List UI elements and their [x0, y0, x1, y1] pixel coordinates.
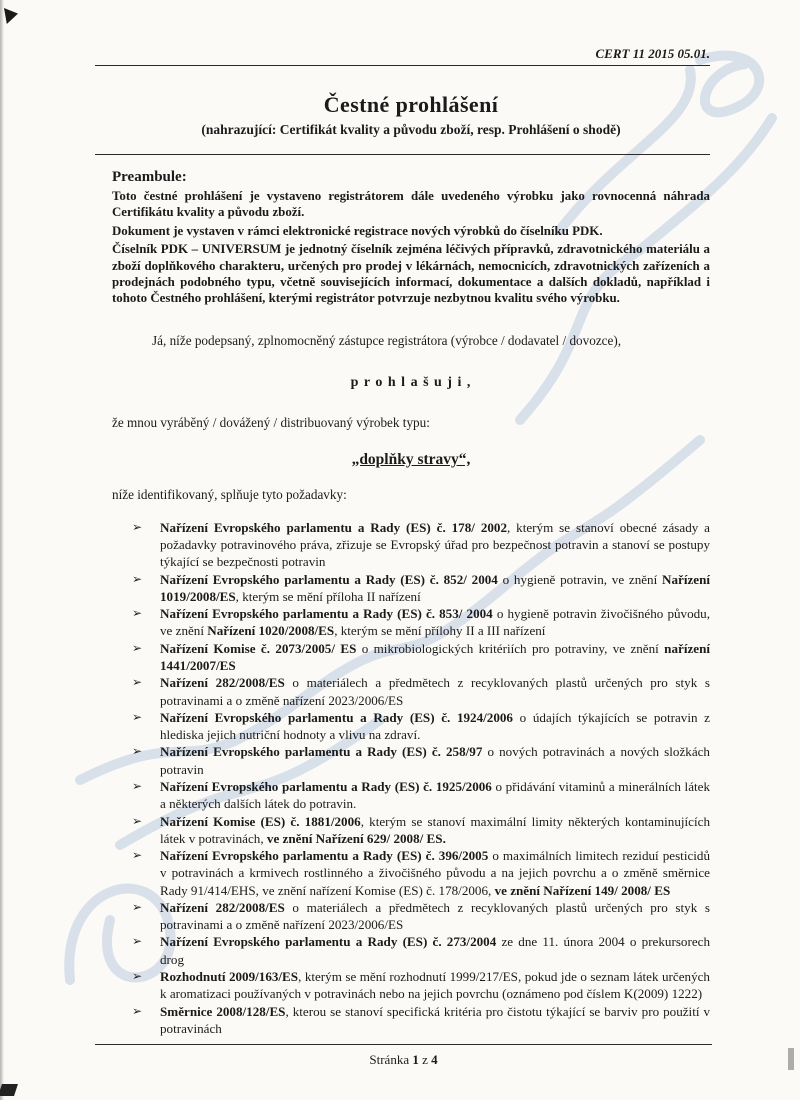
arrow-bullet-icon: ➢: [132, 571, 143, 586]
requirement-text: [160, 1004, 710, 1036]
page-title: Čestné prohlášení: [323, 92, 499, 117]
requirement-item: [132, 899, 710, 934]
text-segment: , kterým se stanoví maximální limity některých kontaminujících látek v potravinách,: [160, 813, 710, 846]
requirement-item: [132, 847, 710, 899]
preamble-paragraph: Dokument je vystaven v rámci elektronické registrace nových výrobků do číselníku PDK.: [112, 223, 603, 238]
requirement-item: [132, 743, 710, 778]
requirement-text: [160, 934, 710, 966]
scan-artifact-bottom-right: [788, 1048, 794, 1070]
scan-artifact-bottom-left: [0, 1084, 18, 1096]
text-segment: o přidávání vitaminů a minerálních látek a některých dalších látek do potravin.: [160, 778, 710, 812]
text-segment: Nařízení 282/2008/ES: [160, 675, 285, 691]
page-footer: [95, 1044, 712, 1068]
page-number: [95, 1045, 712, 1068]
text-segment: Nařízení 1019/2008/ES: [160, 571, 710, 604]
text-segment: Nařízení Evropského parlamentu a Rady (ES) č. 852/ 2004: [160, 571, 498, 587]
requirement-item: [132, 778, 710, 813]
arrow-bullet-icon: ➢: [132, 813, 143, 828]
text-segment: , kterým se stanoví obecné zásady a požadavky potravinového práva, zřizuje se Evropský úřad pro bezpečnost potravin a stanoví se postupy týkající se bezpečnosti potravin: [160, 519, 710, 570]
requirement-text: [160, 744, 710, 776]
text-segment: Nařízení Evropského parlamentu a Rady (ES) č. 178/ 2002: [160, 519, 508, 535]
text-segment: o nových potravinách a nových složkách potravin: [160, 744, 710, 777]
requirement-text: [160, 572, 710, 604]
requirements-list: [112, 519, 710, 1037]
page-subtitle: (nahrazující: Certifikát kvality a původu zboží, resp. Prohlášení o shodě): [201, 122, 621, 137]
requirement-text: [160, 779, 710, 811]
requirement-text: [160, 641, 710, 673]
arrow-bullet-icon: ➢: [132, 744, 143, 759]
text-segment: Nařízení Evropského parlamentu a Rady (ES) č. 273/2004: [160, 934, 497, 950]
requirement-item: [132, 519, 710, 571]
text-segment: ze dne 11. února 2004 o prekursorech drog: [160, 934, 710, 967]
text-segment: Nařízení Komise č. 2073/2005/ ES: [160, 640, 357, 656]
requirements-intro: níže identifikovaný, splňuje tyto požadavky:: [112, 486, 347, 502]
doc-code: CERT 11 2015 05.01.: [595, 46, 710, 61]
requirement-item: [132, 1003, 710, 1038]
header-rule: [95, 65, 710, 66]
text-segment: Nařízení Evropského parlamentu a Rady (ES) č. 1925/2006: [160, 778, 492, 794]
requirement-text: [160, 520, 710, 570]
preamble-paragraph: Toto čestné prohlášení je vystaveno registrátorem dále uvedeného výrobku jako rovnocenná náhrada Certifikátu kvality a původu zboží.: [112, 189, 710, 220]
text-segment: Nařízení Evropského parlamentu a Rady (ES) č. 853/ 2004: [160, 606, 493, 622]
text-segment: , kterým se mění příloha II nařízení: [235, 588, 421, 604]
arrow-bullet-icon: ➢: [132, 709, 143, 724]
text-segment: o materiálech a předmětech z recyklovaných plastů určených pro styk s potravinami a o změně nařízení 2023/2006/ES: [160, 675, 710, 708]
requirement-item: [132, 571, 710, 606]
arrow-bullet-icon: ➢: [132, 640, 143, 655]
arrow-bullet-icon: ➢: [132, 675, 143, 690]
requirement-item: [132, 640, 710, 675]
text-segment: z: [418, 1052, 432, 1067]
text-segment: , kterým se mění přílohy II a III nařízení: [334, 623, 546, 639]
preamble-heading: Preambule:: [112, 169, 187, 185]
text-segment: Nařízení 1020/2008/ES: [207, 623, 335, 639]
text-segment: o hygieně potravin, ve znění: [497, 571, 662, 587]
text-segment: o údajích týkajících se potravin z hlediska jejich nutriční hodnoty a vlivu na zdraví.: [160, 709, 710, 743]
product-type-intro: že mnou vyráběný / dovážený / distribuovaný výrobek typu:: [112, 414, 430, 430]
requirement-item: [132, 709, 710, 744]
text-segment: ve znění Nařízení 149/ 2008/ ES: [494, 882, 671, 898]
preamble-paragraph: Číselník PDK – UNIVERSUM je jednotný číselník zejména léčivých přípravků, zdravotnického materiálu a zboží doplňkového charakteru, určených pro prodej v lékárnách, nemocnicích, zdravotnických zařízeních a prodejnách podobného typu, včetně souvisejících informací, dokumentace a dalších dokladů, například i tohoto Čestného prohlášení, kterými registrátor potvrzuje nezbytnou kvalitu svého výrobku.: [112, 242, 710, 306]
requirement-text: [160, 814, 710, 846]
text-segment: Rozhodnutí 2009/163/ES: [160, 969, 299, 985]
arrow-bullet-icon: ➢: [132, 848, 143, 863]
text-segment: Nařízení 282/2008/ES: [160, 899, 285, 915]
requirement-item: [132, 605, 710, 640]
arrow-bullet-icon: ➢: [132, 969, 143, 984]
scan-edge-shadow: [0, 0, 4, 1100]
text-segment: Směrnice 2008/128/ES: [160, 1003, 286, 1019]
arrow-bullet-icon: ➢: [132, 1003, 143, 1018]
requirement-text: [160, 848, 710, 898]
text-segment: ve znění Nařízení 629/ 2008/ ES.: [266, 830, 446, 846]
requirement-item: [132, 674, 710, 709]
text-segment: o mikrobiologických kritériích pro potraviny, ve znění: [356, 640, 665, 656]
requirement-text: [160, 675, 710, 707]
text-segment: , kterou se stanoví specifická kritéria pro čistotu týkající se barviv pro použití v potravinách: [160, 1003, 711, 1036]
requirement-text: [160, 900, 710, 932]
arrow-bullet-icon: ➢: [132, 934, 143, 949]
text-segment: nařízení 1441/2007/ES: [160, 640, 710, 673]
arrow-bullet-icon: ➢: [132, 519, 143, 534]
text-segment: o materiálech a předmětech z recyklovaných plastů určených pro styk s potravinami a o změně nařízení 2023/2006/ES: [160, 899, 710, 933]
product-type: „doplňky stravy“,: [351, 450, 471, 468]
requirement-item: [132, 933, 710, 968]
text-segment: Nařízení Evropského parlamentu a Rady (ES) č. 258/97: [160, 744, 483, 760]
text-segment: 1: [412, 1052, 419, 1067]
text-segment: Nařízení Evropského parlamentu a Rady (ES) č. 396/2005: [160, 848, 489, 864]
title-rule: [95, 154, 710, 155]
declaration-statement: p r o h l a š u j i ,: [350, 374, 472, 390]
declarant-intro: Já, níže podepsaný, zplnomocněný zástupce registrátora (výrobce / dodavatel / dovozce),: [152, 332, 622, 348]
requirement-text: [160, 710, 710, 742]
text-segment: o hygieně potravin živočišného původu, ve znění: [160, 606, 710, 639]
text-segment: , kterým se mění rozhodnutí 1999/217/ES, pokud jde o seznam látek určených k aromatizaci používaných v potravinách nebo na jejich povrchu (oznámeno pod číslem K(2009) 1222): [160, 969, 710, 1002]
requirement-item: [132, 813, 710, 848]
requirement-text: [160, 969, 710, 1001]
arrow-bullet-icon: ➢: [132, 606, 143, 621]
text-segment: Nařízení Evropského parlamentu a Rady (ES) č. 1924/2006: [160, 709, 513, 725]
text-segment: Stránka: [369, 1052, 413, 1067]
text-segment: 4: [431, 1052, 438, 1067]
arrow-bullet-icon: ➢: [132, 899, 143, 914]
requirement-item: [132, 968, 710, 1003]
text-segment: Nařízení Komise (ES) č. 1881/2006: [160, 813, 361, 829]
arrow-bullet-icon: ➢: [132, 778, 143, 793]
text-segment: o maximálních limitech reziduí pesticidů v potravinách a krmivech rostlinného a živočišného původu a na jejich povrchu a o změně směrnice Rady 91/414/EHS, ve znění nařízení Komise (ES) č. 178/2006,: [160, 848, 711, 898]
requirement-text: [160, 606, 710, 638]
